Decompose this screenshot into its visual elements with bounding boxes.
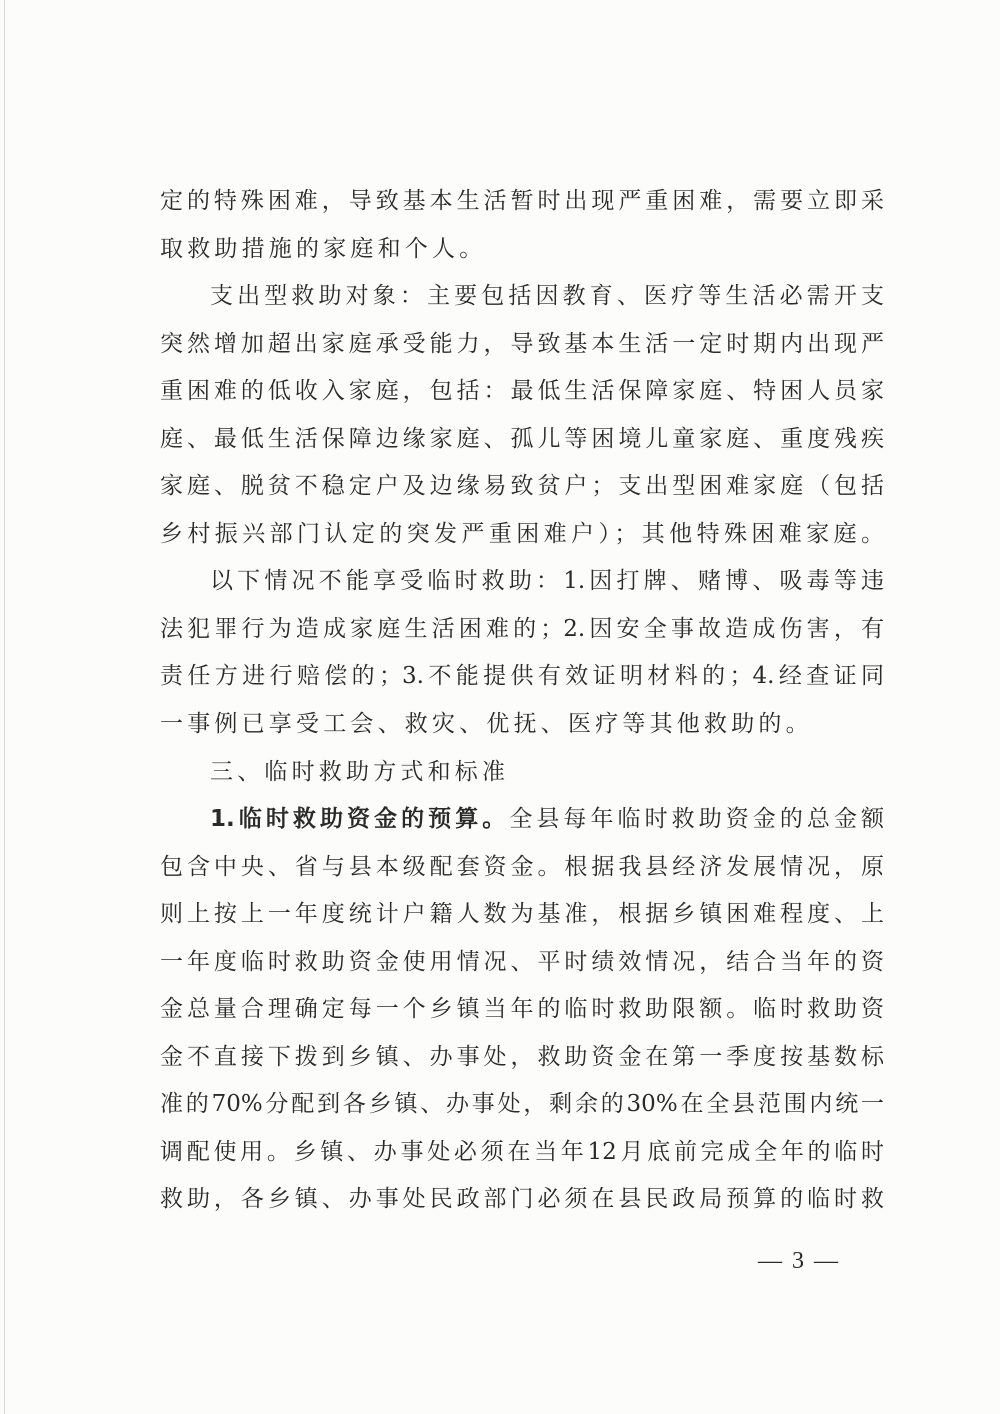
text-line: 家庭、脱贫不稳定户及边缘易致贫户；支出型困难家庭（包括 bbox=[160, 473, 884, 500]
text-line: 乡村振兴部门认定的突发严重困难户）；其他特殊困难家庭。 bbox=[160, 520, 884, 547]
section-heading: 三、临时救助方式和标准 bbox=[210, 758, 510, 785]
bold-subheading: 1.临时救助资金的预算。 bbox=[210, 806, 510, 833]
text-line: 则上按上一年度统计户籍人数为基准，根据乡镇困难程度、上 bbox=[160, 901, 884, 928]
text-line: 庭、最低生活保障边缘家庭、孤儿等困境儿童家庭、重度残疾 bbox=[160, 425, 884, 452]
text-line: 责任方进行赔偿的；3.不能提供有效证明材料的；4.经查证同 bbox=[160, 663, 884, 690]
text-line: 金不直接下拨到乡镇、办事处，救助资金在第一季度按基数标 bbox=[160, 1043, 884, 1070]
page-number: — 3 — bbox=[758, 1248, 840, 1274]
paragraph-start-line: 以下情况不能享受临时救助：1.因打牌、赌博、吸毒等违 bbox=[210, 568, 884, 595]
text-line: 一事例已享受工会、救灾、优抚、医疗等其他救助的。 bbox=[160, 711, 813, 738]
paragraph-start-line: 支出型救助对象：主要包括因教育、医疗等生活必需开支 bbox=[210, 283, 884, 310]
text-line: 一年度临时救助资金使用情况、平时绩效情况，结合当年的资 bbox=[160, 948, 884, 975]
text-span: 全县每年临时救助资金的总金额 bbox=[509, 806, 885, 833]
body-text bbox=[160, 178, 884, 1224]
text-line: 定的特殊困难，导致基本生活暂时出现严重困难，需要立即采 bbox=[160, 188, 884, 214]
paragraph-start-line bbox=[160, 796, 884, 844]
text-line: 准的70%分配到各乡镇、办事处，剩余的30%在全县范围内统一 bbox=[160, 1091, 884, 1118]
text-line: 突然增加超出家庭承受能力，导致基本生活一定时期内出现严 bbox=[160, 330, 884, 357]
text-line: 调配使用。乡镇、办事处必须在当年12月底前完成全年的临时 bbox=[160, 1138, 884, 1165]
text-line: 包含中央、省与县本级配套资金。根据我县经济发展情况，原 bbox=[160, 853, 884, 880]
scan-edge-line bbox=[4, 0, 5, 1414]
text-line: 金总量合理确定每一个乡镇当年的临时救助限额。临时救助资 bbox=[160, 996, 884, 1023]
text-line: 取救助措施的家庭和个人。 bbox=[160, 235, 487, 262]
text-line: 法犯罪行为造成家庭生活困难的；2.因安全事故造成伤害，有 bbox=[160, 615, 884, 642]
text-line: 救助，各乡镇、办事处民政部门必须在县民政局预算的临时救 bbox=[160, 1186, 884, 1213]
text-line: 重困难的低收入家庭，包括：最低生活保障家庭、特困人员家 bbox=[160, 378, 884, 405]
